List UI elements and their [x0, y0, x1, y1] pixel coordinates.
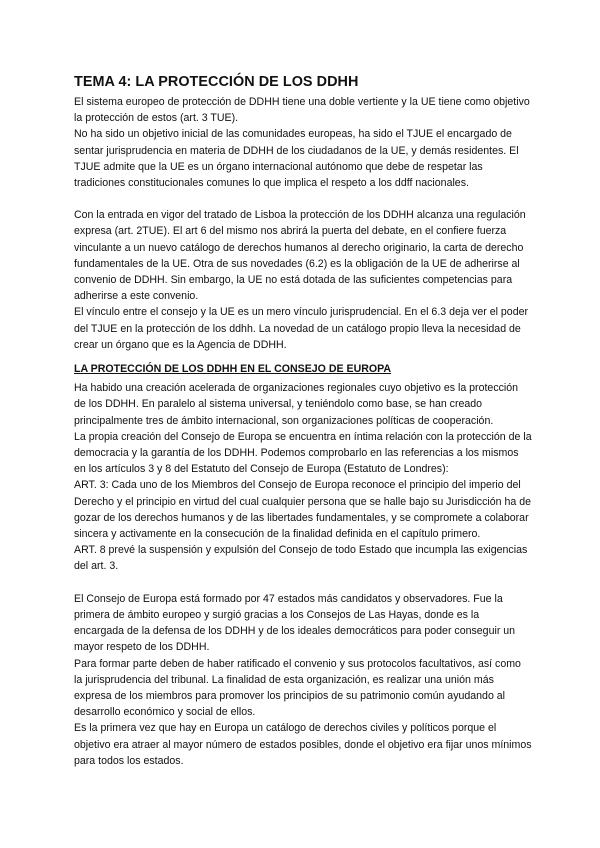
- document-title: TEMA 4: LA PROTECCIÓN DE LOS DDHH: [74, 74, 359, 90]
- paragraph: Ha habido una creación acelerada de organizaciones regionales cuyo objetivo es la protección de los DDHH. En paralelo al sistema universal, y teniéndolo como base, se han creado principalmente tres de ámbito internacional, son organizaciones políticas de cooperación.: [74, 382, 519, 427]
- paragraph: El sistema europeo de protección de DDHH tiene una doble vertiente y la UE tiene como objetivo la protección de estos (art. 3 TUE).: [74, 96, 530, 125]
- paragraph: El vínculo entre el consejo y la UE es un mero vínculo jurisprudencial. En el 6.3 deja ver el poder del TJUE en la protección de los ddhh. La novedad de un catálogo propio lleva la necesidad de crear un órgano que es la Agencia de DDHH.: [74, 306, 529, 351]
- paragraph: Para formar parte deben de haber ratificado el convenio y sus protocolos facultativos, así como la jurisprudencia del tribunal. La finalidad de esta organización, es realizar una unión más expresa de los miembros para promover los principios de su patrimonio común ayudando al desarrollo económico y social de ellos.: [74, 657, 521, 719]
- paragraph: Es la primera vez que hay en Europa un catálogo de derechos civiles y políticos porque el objetivo era atraer al mayor número de estados posibles, donde el objetivo era fijar unos mínimos para todos los estados.: [74, 722, 532, 767]
- section-heading: LA PROTECCIÓN DE LOS DDHH EN EL CONSEJO DE EUROPA: [74, 363, 392, 376]
- paragraph: ART. 3: Cada uno de los Miembros del Consejo de Europa reconoce el principio del imperio del Derecho y el principio en virtud del cual cualquier persona que se halle bajo su Jurisdicción ha de gozar de los derechos humanos y de las libertades fundamentales, y se compromete a colaborar sincera y activamente en la consecución de la finalidad definida en el capítulo primero.: [74, 479, 531, 541]
- paragraph: ART. 8 prevé la suspensión y expulsión del Consejo de todo Estado que incumpla las exigencias del art. 3.: [74, 544, 528, 573]
- paragraph: El Consejo de Europa está formado por 47 estados más candidatos y observadores. Fue la primera de ámbito europeo y surgió gracias a los Consejos de Las Hayas, donde es la encargada de la defensa de los DDHH y de los ideales democráticos para poder conseguir un mayor respeto de los DDHH.: [74, 592, 516, 654]
- paragraph-spacer: [74, 575, 532, 591]
- document-body: [74, 74, 532, 769]
- paragraph-spacer: [74, 353, 532, 361]
- paragraph: No ha sido un objetivo inicial de las comunidades europeas, ha sido el TJUE el encargado de sentar jurisprudencia en materia de DDHH de los ciudadanos de la UE, y demás residentes. El TJUE admite que la UE es un órgano internacional autónomo que debe de respetar las tradiciones constitucionales comunes lo que implica el respeto a los ddff nacionales.: [74, 128, 519, 190]
- paragraph: La propia creación del Consejo de Europa se encuentra en íntima relación con la protección de la democracia y la garantía de los DDHH. Podemos comprobarlo en las referencias a los mismos en los artículos 3 y 8 del Estatuto del Consejo de Europa (Estatuto de Londres):: [74, 430, 532, 476]
- paragraph: Con la entrada en vigor del tratado de Lisboa la protección de los DDHH alcanza una regulación expresa (art. 2TUE). El art 6 del mismo nos abrirá la puerta del debate, en el confiere fuerza vinculante a un nuevo catálogo de derechos humanos al derecho originario, la carta de derecho fundamentales de la UE. Otra de sus novedades (6.2) es la obligación de la UE de adherirse al convenio de DDHH. Sin embargo, la UE no está dotada de las suficientes competencias para adherirse a este convenio.: [74, 209, 526, 303]
- paragraph-spacer: [74, 191, 532, 207]
